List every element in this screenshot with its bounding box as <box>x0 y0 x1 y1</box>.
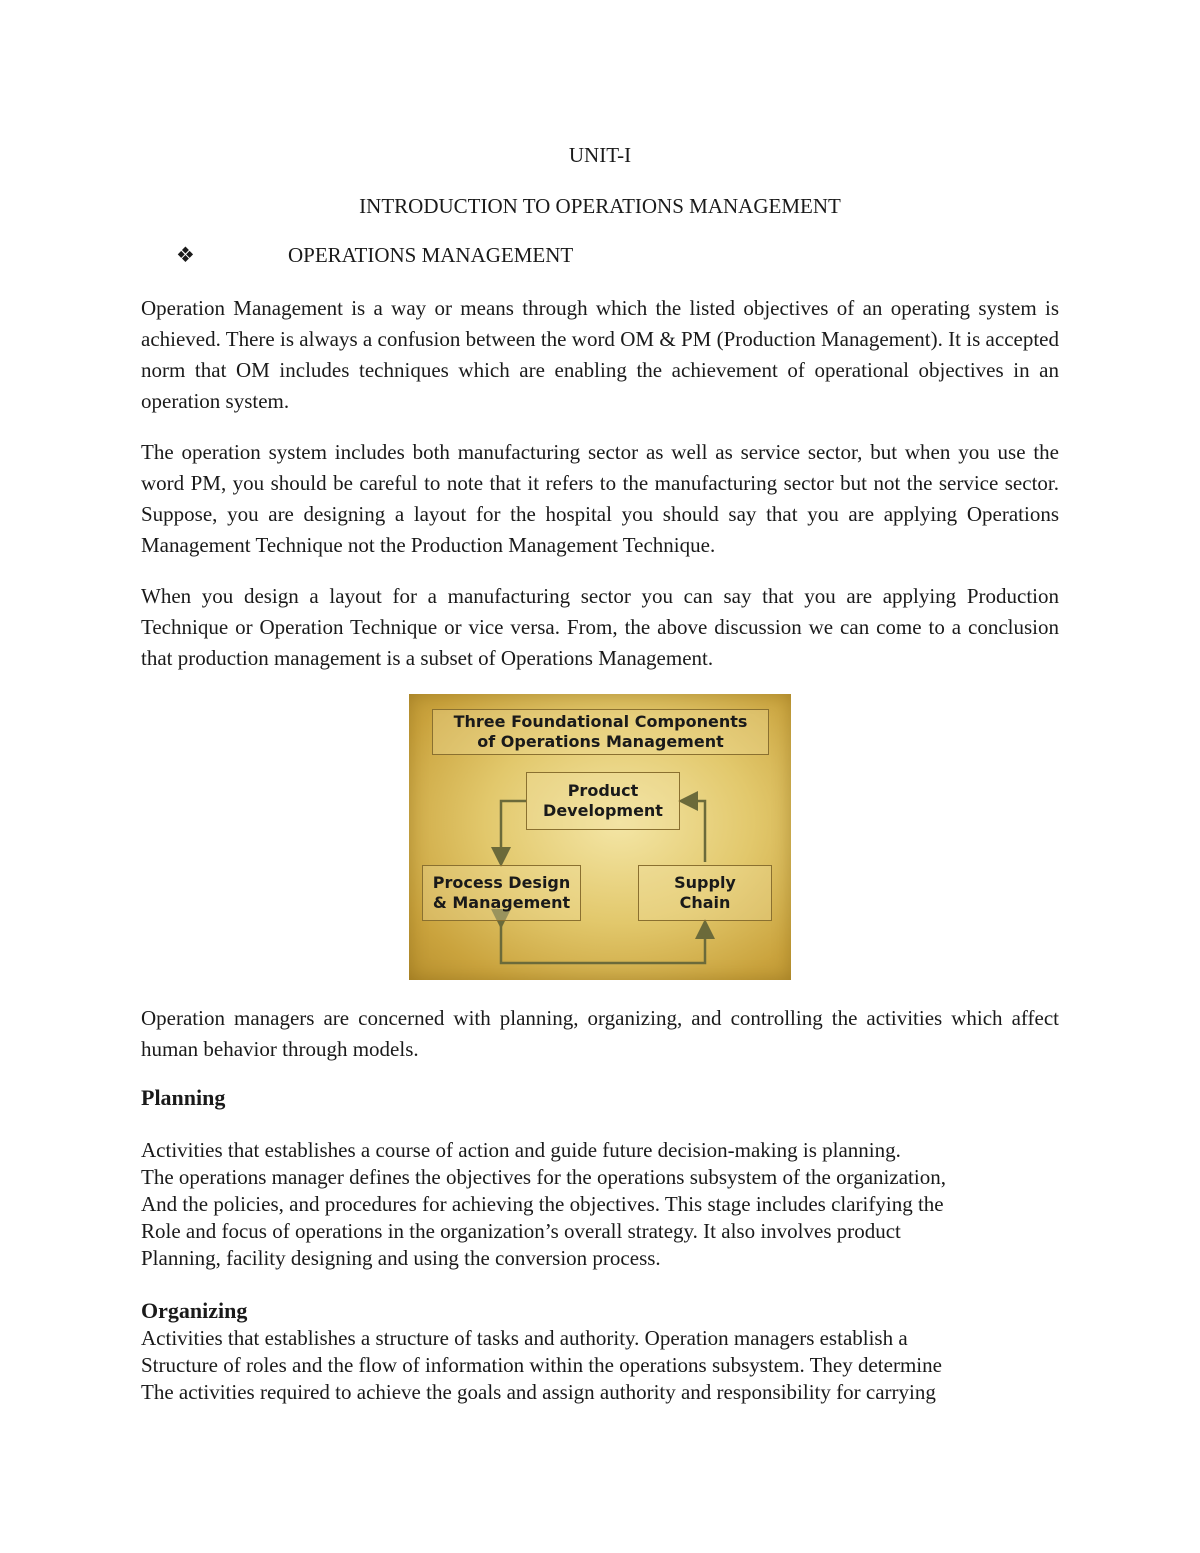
paragraph-managers-concern: Operation managers are concerned with planning, organizing, and controlling the activities which affect human behavior through models. <box>141 1006 1059 1061</box>
planning-heading: Planning <box>141 1085 226 1110</box>
arrow-supply-to-product <box>683 801 705 862</box>
process-line1: Process Design <box>432 873 571 892</box>
supply-chain-box <box>638 865 772 921</box>
planning-line: Activities that establishes a course of action and guide future decision-making is planning. <box>141 1138 901 1162</box>
paragraph-om-definition: Operation Management is a way or means through which the listed objectives of an operating system is achieved. There is always a confusion between the word OM & PM (Production Management). It is accepted norm that OM includes techniques which are enabling the achievement of operational objectives in an operation system. <box>141 296 1059 413</box>
product-line2: Development <box>543 801 663 820</box>
product-development-box <box>526 772 680 830</box>
planning-line: The operations manager defines the objectives for the operations subsystem of the organization, <box>141 1165 946 1189</box>
document-title: INTRODUCTION TO OPERATIONS MANAGEMENT <box>359 194 841 218</box>
arrow-bottom-loop <box>501 924 705 963</box>
paragraph-layout-design: When you design a layout for a manufacturing sector you can say that you are applying Production Technique or Operation Technique or vice versa. From, the above discussion we can come to a conclusion that production management is a subset of Operations Management. <box>141 584 1059 670</box>
planning-line: And the policies, and procedures for achieving the objectives. This stage includes clarifying the <box>141 1192 944 1216</box>
section-heading <box>176 243 573 268</box>
diamond-bullet-icon: ❖ <box>176 243 195 267</box>
organizing-text <box>141 1325 1059 1406</box>
section-heading-text: OPERATIONS MANAGEMENT <box>288 243 574 267</box>
process-design-box <box>422 865 581 921</box>
product-line1: Product <box>567 781 639 800</box>
supply-line2: Chain <box>679 893 731 912</box>
organizing-line: The activities required to achieve the goals and assign authority and responsibility for carrying <box>141 1380 936 1404</box>
planning-line: Role and focus of operations in the organization’s overall strategy. It also involves product <box>141 1219 901 1243</box>
paragraph-operation-system: The operation system includes both manufacturing sector as well as service sector, but when you use the word PM, you should be careful to note that it refers to the manufacturing sector but not the service sector. Suppose, you are designing a layout for the hospital you should say that you are applying Operations Management Technique not the Production Management Technique. <box>141 440 1059 557</box>
planning-line: Planning, facility designing and using the conversion process. <box>141 1246 661 1270</box>
planning-text <box>141 1137 1059 1272</box>
diagram-title-box <box>432 709 769 755</box>
organizing-line: Structure of roles and the flow of information within the operations subsystem. They determine <box>141 1353 942 1377</box>
three-components-diagram <box>409 694 791 980</box>
diagram-title-line2: of Operations Management <box>477 732 724 751</box>
diagram-title-line1: Three Foundational Components <box>453 712 748 731</box>
unit-label: UNIT-I <box>568 143 632 167</box>
organizing-line: Activities that establishes a structure of tasks and authority. Operation managers establish a <box>141 1326 908 1350</box>
arrow-product-to-process <box>501 801 526 862</box>
organizing-heading: Organizing <box>141 1298 248 1323</box>
process-line2: & Management <box>432 893 571 912</box>
supply-line1: Supply <box>674 873 736 892</box>
